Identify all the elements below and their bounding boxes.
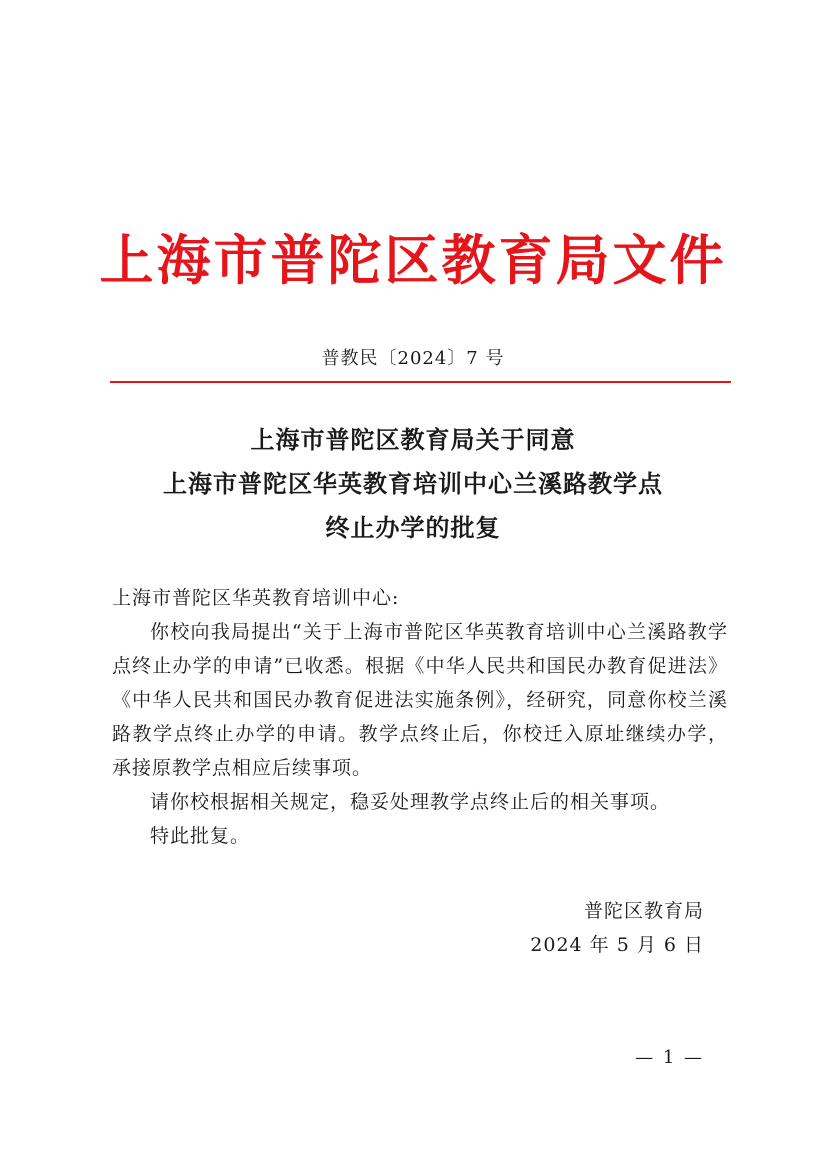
issuer-name: 普陀区教育局 <box>583 900 704 922</box>
body-paragraph-1: 你校向我局提出“关于上海市普陀区华英教育培训中心兰溪路教学点终止办学的申请”已收悉。根据《中华人民共和国民办教育促进法》《中华人民共和国民办教育促进法实施条例》，经研究，同意你校兰溪路教学点终止办学的申请。教学点终止后，你校迁入原址继续办学，承接原教学点相应后续事项。 <box>112 621 728 779</box>
document-title <box>0 418 826 550</box>
title-line-2: 上海市普陀区华英教育培训中心兰溪路教学点 <box>163 469 663 498</box>
body-paragraph-2: 请你校根据相关规定，稳妥处理教学点终止后的相关事项。 <box>150 791 671 813</box>
issue-date: 2024 年 5 月 6 日 <box>530 934 704 956</box>
document-masthead: 上海市普陀区教育局文件 <box>99 228 727 292</box>
document-body <box>112 581 728 853</box>
salutation: 上海市普陀区华英教育培训中心: <box>112 587 400 609</box>
red-divider-line <box>110 381 731 383</box>
title-line-1: 上海市普陀区教育局关于同意 <box>250 425 576 454</box>
page-number: — 1 — <box>635 1047 704 1068</box>
document-number: 普教民〔2024〕7 号 <box>321 348 505 369</box>
body-paragraph-3: 特此批复。 <box>150 825 251 847</box>
title-line-3: 终止办学的批复 <box>325 513 501 542</box>
signature-block <box>530 894 704 962</box>
